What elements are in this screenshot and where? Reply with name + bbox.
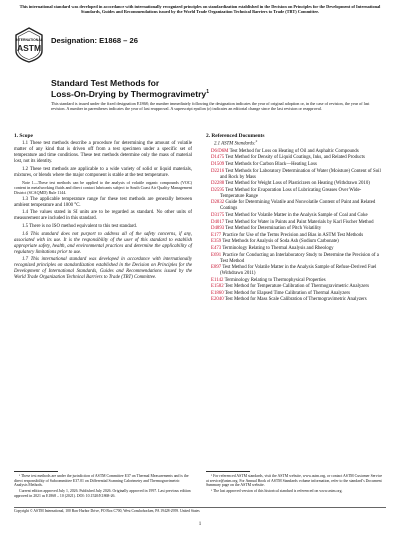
copyright-footer: Copyright © ASTM International, 100 Barr Harbor Drive, PO Box C700, West Conshohocken, PA 19428-2959. United States (14, 507, 386, 514)
footnote-3: ³ The last approved version of this historical standard is referenced on www.astm.org. (211, 488, 343, 493)
header-notice: This international standard was developed in accordance with internationally recognized principles on standardization established in the Decision on Principles for the Development of International Standards, Guides and Recommendations issued by the World Trade Organization Technical Barriers to Trade (TBT) Committee. (19, 4, 381, 15)
scope-paragraph-1-4: 1.4 The values stated in SI units are to be regarded as standard. No other units of measurement are included in this standard. (14, 210, 192, 222)
reference-item (206, 226, 384, 232)
right-column (206, 133, 384, 304)
reference-title: Test Method for Evaporation Loss of Lubricating Greases Over Wide-Temperature Range (220, 187, 362, 199)
reference-title: Terminology Relating to Thermophysical Properties (223, 277, 326, 283)
astm-logo-icon (14, 27, 44, 63)
reference-code-link[interactable]: D1509 (211, 161, 225, 167)
scope-paragraph-1-2: 1.2 These test methods are applicable to a wide variety of solid or liquid materials, mixtures, or blends where the major component is stable at the test temperature. (14, 166, 192, 178)
title-line-2-text: Loss-On-Drying by Thermogravimetry (51, 88, 207, 99)
reference-code-link[interactable]: D2595 (211, 187, 225, 193)
reference-item (206, 188, 384, 200)
reference-title: Practice for Use of the Terms Precision and Bias in ASTM Test Methods (221, 232, 364, 238)
reference-code-link[interactable]: D2288 (211, 181, 225, 187)
reference-item (206, 291, 384, 297)
reference-code-link[interactable]: E1142 (211, 277, 224, 283)
reference-title: Test Methods for Laboratory Determination of Water (Moisture) Content of Soil and Rock by Mass (220, 168, 381, 180)
astm-standards-intro-text: 2.1 ASTM Standards: (214, 141, 256, 147)
reference-code-link[interactable]: D2216 (211, 168, 225, 174)
footnote-divider-right (206, 471, 250, 472)
reference-title: Test Method for Water in Paints and Paint Materials by Karl Fischer Method (224, 219, 374, 225)
reference-code-link[interactable]: E473 (211, 245, 222, 251)
footnote-1: ¹ These test methods are under the jurisdiction of ASTM Committee E37 on Thermal Measurements and is the direct responsibility of Subcommittee E37.01 on Differential Scanning Calorimetry and Thermogravimetric Analysis Methods. (14, 474, 189, 488)
reference-title: Test Method for Loss on Heating of Oil and Asphaltic Compounds (228, 148, 359, 154)
reference-item (206, 297, 384, 303)
reference-title: Test Method for Volatile Matter in the Analysis Sample of Coal and Coke (224, 212, 368, 218)
reference-title: Test Method for Temperature Calibration of Thermogravimetric Analyzers (223, 284, 370, 290)
reference-code-link[interactable]: D2832 (211, 200, 225, 206)
reference-code-link[interactable]: E2040 (211, 297, 224, 303)
scope-paragraph-1-1: 1.1 These test methods describe a procedure for determining the amount of volatile matter of any kind that is driven off from a test specimen under a specific set of temperature and time conditions. These test methods determine only the mass of material lost, not its identity. (14, 141, 192, 164)
title-line-2 (51, 89, 351, 100)
footnote-divider-left (14, 471, 58, 472)
astm-standards-intro (206, 141, 384, 148)
reference-code-link[interactable]: E177 (211, 232, 222, 238)
footnotes-left (14, 474, 192, 499)
reference-title: Test Method for Mass Scale Calibration of Thermogravimetric Analyzers (223, 297, 367, 303)
page-title (51, 78, 351, 99)
standard-note: This standard is issued under the fixed designation E1868; the number immediately following the designation indicates the year of original adoption or, in the case of revision, the year of last revision. A number in parentheses indicates the year of last reapproval. A superscript epsilon (ε) indicates an editorial change since the last revision or reapproval. (51, 101, 370, 112)
reference-code-link[interactable]: E359 (211, 239, 222, 245)
reference-item (206, 149, 384, 155)
reference-title: Practice for Conducting an Interlaboratory Study to Determine the Precision of a Test Method (220, 252, 379, 264)
scope-paragraph-1-3: 1.3 The applicable temperature range for these test methods are generally between ambient temperature and 1000 °C. (14, 196, 192, 208)
title-line-1: Standard Test Methods for (51, 78, 160, 88)
reference-title: Guide for Determining Volatile and Nonvolatile Content of Paint and Related Coatings (220, 200, 376, 212)
reference-title: Test Method for Volatile Matter in the Analysis Sample of Refuse-Derived Fuel (Withdrawn 2011) (220, 265, 377, 277)
reference-item (206, 239, 384, 245)
reference-item (206, 220, 384, 226)
scope-paragraph-1-7: 1.7 This international standard was developed in accordance with internationally recognized principles on standardization established in the Decision on Principles for the Development of International Standards, Guides and Recommendations issued by the World Trade Organization Technical Barriers to Trade (TBT) Committee. (14, 257, 192, 281)
reference-item (206, 284, 384, 290)
reference-item (206, 278, 384, 284)
reference-code-link[interactable]: E1860 (211, 290, 224, 296)
reference-item (206, 155, 384, 161)
reference-code-link[interactable]: E1582 (211, 284, 224, 290)
reference-title: Test Methods for Analysis of Soda Ash (Sodium Carbonate) (221, 239, 339, 245)
svg-text:INTERNATIONAL: INTERNATIONAL (15, 38, 43, 42)
reference-code-link[interactable]: D6/D6M (211, 148, 229, 154)
reference-code-link[interactable]: D4017 (211, 219, 225, 225)
astm-standards-footnote-mark: 2 (255, 139, 258, 143)
title-footnote-mark: 1 (206, 88, 209, 95)
reference-title: Test Method for Determination of Pitch Volatility (224, 226, 322, 232)
svg-text:ASTM: ASTM (16, 43, 42, 53)
reference-item (206, 246, 384, 252)
reference-item (206, 213, 384, 219)
footnote-1-edition: Current edition approved July 1, 2026. Published July 2026. Originally approved in 1997. Last previous edition approved in 2021 as E1868 – 10 (2021). DOI: 10.1520/E1868-26. (14, 488, 191, 498)
reference-code-link[interactable]: D4893 (211, 226, 225, 232)
left-column (14, 133, 192, 283)
reference-code-link[interactable]: E897 (211, 265, 222, 271)
reference-title: Terminology Relating to Thermal Analysis and Rheology (221, 245, 334, 251)
scope-paragraph-1-6: 1.6 This standard does not purport to address all of the safety concerns, if any, associated with its use. It is the responsibility of the user of this standard to establish appropriate safety, health, and environmental practices and determine the applicability of regulatory limitations prior to use. (14, 231, 192, 255)
scope-heading: 1. Scope (14, 133, 33, 139)
reference-code-link[interactable]: E691 (211, 252, 222, 258)
reference-list (206, 149, 384, 304)
footnotes-right (206, 474, 384, 494)
reference-title: Test Methods for Carbon Black—Heating Loss (224, 161, 317, 167)
footnote-2: ² For referenced ASTM standards, visit the ASTM website, www.astm.org, or contact ASTM Customer Service at service@astm.org. For Annual Book of ASTM Standards volume information, refer to the standard’s Document Summary page on the ASTM website. (206, 474, 383, 488)
reference-item (206, 169, 384, 181)
reference-code-link[interactable]: D3175 (211, 212, 225, 218)
referenced-documents-heading: 2. Referenced Documents (206, 133, 265, 139)
reference-item (206, 181, 384, 187)
designation: Designation: E1868 – 26 (51, 36, 138, 45)
reference-item (206, 253, 384, 265)
page-number: 1 (198, 522, 202, 527)
reference-code-link[interactable]: D1475 (211, 155, 225, 161)
reference-title: Test Method for Elapsed Time Calibration of Thermal Analyzers (223, 290, 350, 296)
reference-item (206, 162, 384, 168)
scope-paragraph-1-5: 1.5 There is no ISO method equivalent to this test standard. (22, 223, 138, 229)
reference-title: Test Method for Weight Loss of Plasticizers on Heating (Withdrawn 2010) (224, 181, 370, 187)
reference-item (206, 233, 384, 239)
reference-title: Test Method for Density of Liquid Coatings, Inks, and Related Products (224, 155, 365, 161)
scope-note-1: Note 1—These test methods can be applied to the analysis of volatile organic compounds (VOC) content in metalworking fluids and direct contact lubricants subject to South Coast Air Quality Management District (SCAQMD) Rule 1144. (14, 180, 192, 196)
reference-item (206, 265, 384, 277)
reference-item (206, 200, 384, 212)
